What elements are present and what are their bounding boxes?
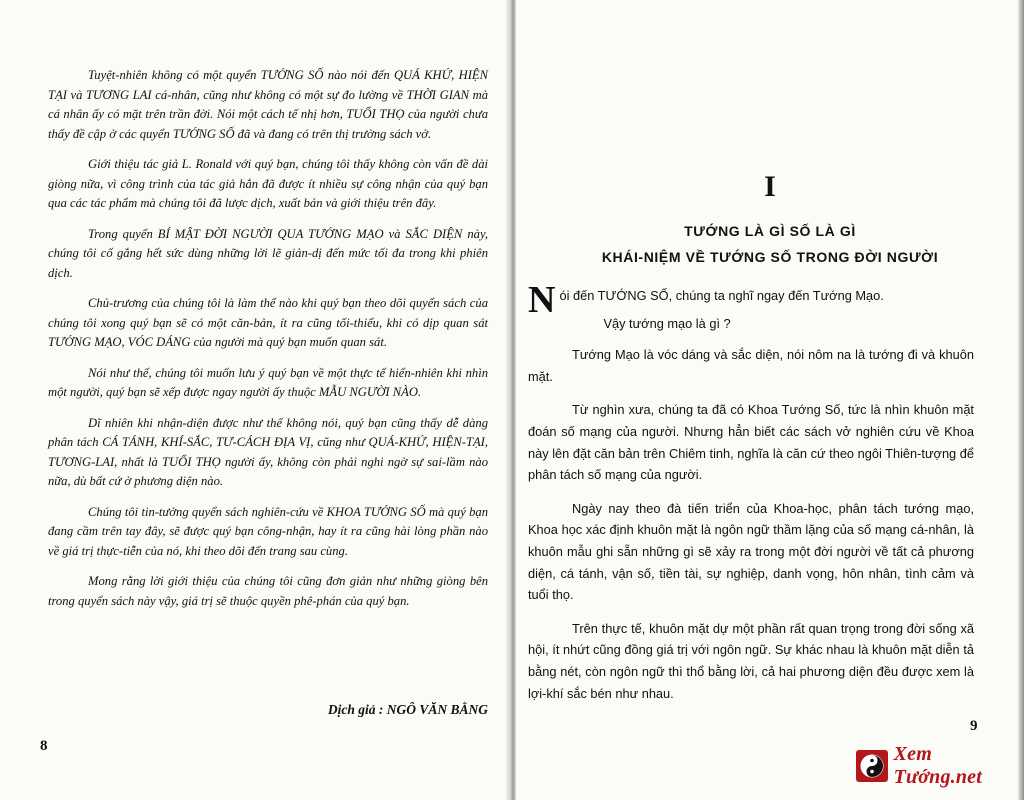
preface-paragraph: Mong rằng lời giới thiệu của chúng tôi cũng đơn giản như những giòng bên trong quyển sách này vậy, giá trị sẽ thuộc quyền phê-phán của quý bạn. <box>48 574 488 608</box>
preface-paragraph: Nói như thế, chúng tôi muốn lưu ý quý bạn về một thực tế hiển-nhiên khi nhìn một người, quý bạn sẽ xếp được ngay người ấy thuộc MẪU NGƯỜI NÀO. <box>48 365 488 399</box>
chapter-body <box>528 279 974 716</box>
opening-paragraph <box>528 279 974 321</box>
body-paragraph: Tướng Mạo là vóc dáng và sắc diện, nói nôm na là tướng đi và khuôn mặt. <box>528 347 974 384</box>
watermark <box>856 743 1024 788</box>
drop-cap: N <box>528 279 556 321</box>
question-line: Vậy tướng mạo là gì ? <box>603 315 731 331</box>
preface-paragraph: Chúng tôi tin-tưởng quyển sách nghiên-cứu về KHOA TƯỚNG SỐ mà quý bạn đang cầm trên tay đây, sẽ được quý bạn công-nhận, hay ít ra cũng hài lòng phần nào về giá trị thực-tiễn của nó, khi theo dõi đến trang sau cùng. <box>48 504 488 558</box>
left-page <box>0 0 510 800</box>
opening-text: ói đến TƯỚNG SỐ, chúng ta nghĩ ngay đến Tướng Mạo. <box>559 288 884 303</box>
watermark-text: Xem Tướng.net <box>893 743 983 788</box>
chapter-title-line1: TƯỚNG LÀ GÌ SỐ LÀ GÌ <box>684 223 856 239</box>
chapter-number: I <box>764 170 776 203</box>
body-paragraph: Từ nghìn xưa, chúng ta đã có Khoa Tướng Số, tức là nhìn khuôn mặt đoán số mạng của người. Nhưng hẳn biết các sách vở nghiên cứu về Khoa này lên đặt căn bản trên Chiêm tinh, nghĩa là căn cứ theo ngôi Thiên-tượng để phân tách số mạng của người. <box>528 402 974 483</box>
body-paragraph: Ngày nay theo đà tiến triển của Khoa-học, phân tách tướng mạo, Khoa học xác định khuôn mặt là ngôn ngữ thầm lặng của số mạng cá-nhân, là khuôn mẫu ghi sẵn những gì sẽ xảy ra trong một đời người về tất cả phương diện, cá tánh, vận số, tiền tài, sự nghiệp, danh vọng, hôn nhân, tình cảm và tuổi thọ. <box>528 500 974 603</box>
yin-yang-icon <box>856 750 888 782</box>
page-number-left: 8 <box>40 738 48 754</box>
preface-text <box>48 66 488 622</box>
chapter-title <box>516 218 1024 270</box>
preface-paragraph: Trong quyển BÍ MẬT ĐỜI NGƯỜI QUA TƯỚNG MẠO và SẮC DIỆN này, chúng tôi cố gắng hết sức dùng những lời lẽ giản-dị đến mức tối đa trong khi phiên dịch. <box>48 226 488 280</box>
preface-paragraph: Tuyệt-nhiên không có một quyển TƯỚNG SỐ nào nói đến QUÁ KHỨ, HIỆN TẠI và TƯƠNG LAI cá-nhân, cũng như không có một sự đo lường về THỜI GIAN mà cá nhân ấy có mặt trên trần đời. Nói một cách tế nhị hơn, TUỔI THỌ của người chưa thấy đề cập ở các quyển TƯỚNG SỐ đã và đang có trên thị trường sách vở. <box>48 68 488 141</box>
page-edge-shadow <box>1018 0 1024 800</box>
translator-credit: Dịch giả : NGÔ VĂN BẰNG <box>327 702 488 717</box>
page-number-right: 9 <box>970 718 978 734</box>
body-paragraph: Trên thực tế, khuôn mặt dự một phần rất quan trọng trong đời sống xã hội, ít nhứt cũng đồng giá trị với ngôn ngữ. Sự khác nhau là khuôn mặt diễn tả bằng nét, còn ngôn ngữ thì thổ bằng lời, cả hai phương diện đều được xem là lợi-khí sắc bén như nhau. <box>528 620 974 701</box>
chapter-title-line2: KHÁI-NIỆM VỀ TƯỚNG SỐ TRONG ĐỜI NGƯỜI <box>601 249 939 265</box>
preface-paragraph: Giới thiệu tác giả L. Ronald với quý bạn, chúng tôi thấy không còn vấn đề dài giòng nữa, vì công trình của tác giả hẳn đã được ít nhiều sự công nhận của quý bạn qua các tác phẩm mà chúng tôi đã lược dịch, xuất bản và giới thiệu trên đây. <box>48 157 488 210</box>
preface-paragraph: Dĩ nhiên khi nhận-diện được như thế không nói, quý bạn cũng thấy dễ dàng phân tách CÁ TÁNH, KHÍ-SẮC, TƯ-CÁCH ĐỊA VỊ, cũng như QUÁ-KHỨ, HIỆN-TẠI, TƯƠNG-LAI, nhất là TUỔI THỌ người ấy, không còn phải nghi ngờ sự sai-lầm nào nữa, dù bất cứ ở phương diện nào. <box>48 415 488 488</box>
preface-paragraph: Chủ-trương của chúng tôi là làm thế nào khi quý bạn theo dõi quyển sách của chúng tôi xong quý bạn sẽ có một căn-bản, ít ra cũng tối-thiểu, khi có dịp quan sát TƯỚNG MẠO, VÓC DÁNG của người mà quý bạn muốn quan sát. <box>48 296 488 349</box>
